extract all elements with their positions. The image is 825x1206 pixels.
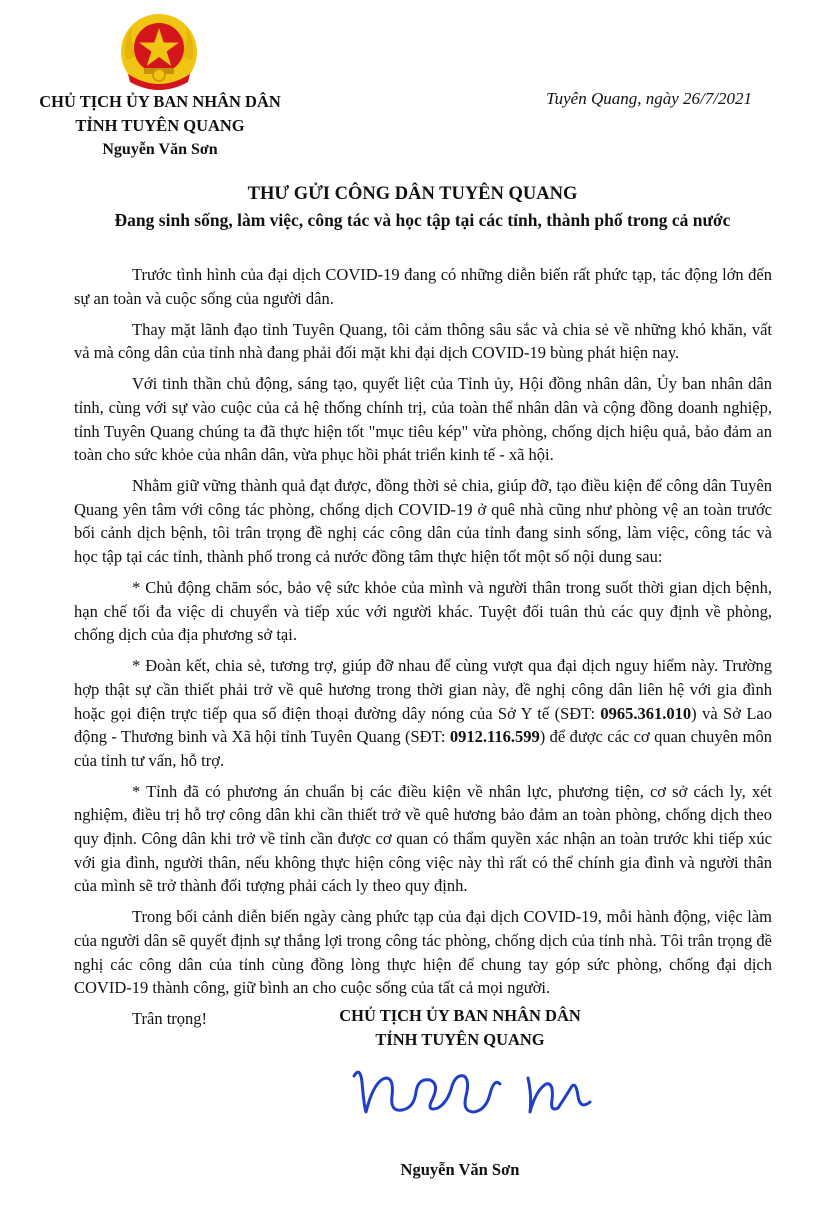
paragraph-2: Thay mặt lãnh đạo tỉnh Tuyên Quang, tôi cảm thông sâu sắc và chia sẻ về những khó khăn, vất vả mà công dân của tỉnh nhà đang phải đối mặt khi đại dịch COVID-19 bùng phát hiện nay. xyxy=(74,319,772,363)
hotline-health-phone: 0965.361.010 xyxy=(600,703,692,723)
paragraph-1: Trước tình hình của đại dịch COVID-19 đang có những diễn biến rất phức tạp, tác động lớn đến sự an toàn và cuộc sống của người dân. xyxy=(74,265,772,308)
handwritten-signature xyxy=(340,1056,600,1126)
issuer-org-line1: CHỦ TỊCH ỦY BAN NHÂN DÂN xyxy=(39,92,281,111)
document-title: THƯ GỬI CÔNG DÂN TUYÊN QUANG xyxy=(247,184,578,204)
paragraph-7: * Tỉnh đã có phương án chuẩn bị các điều kiện về nhân lực, phương tiện, cơ sở cách ly, xét nghiệm, điều trị hỗ trợ công dân khi cần thiết trở về quê hương bảo đảm an toàn phòng, chống dịch theo quy định. Công dân khi trở về tỉnh cần được cơ quan có thẩm quyền xác nhận an toàn trước khi tiếp xúc với gia đình, người thân, nếu không thực hiện công việc này thì rất có thể chính gia đình và người thân của mình sẽ trở thành đối tượng phải cách ly theo quy định. xyxy=(74,781,772,896)
paragraph-3: Với tinh thần chủ động, sáng tạo, quyết liệt của Tỉnh ủy, Hội đồng nhân dân, Ủy ban nhân dân tỉnh, cùng với sự vào cuộc của cả hệ thống chính trị, của toàn thể nhân dân và cộng đồng doanh nghiệp, tỉnh Tuyên Quang chúng ta đã thực hiện tốt "mục tiêu kép" vừa phòng, chống dịch hiệu quả, bảo đảm an toàn cho sức khỏe của nhân dân, vừa phục hồi phát triển kinh tế - xã hội. xyxy=(74,374,772,465)
letter-body xyxy=(74,263,772,1038)
signature-title xyxy=(300,1004,620,1052)
hotline-labour-phone: 0912.116.599 xyxy=(449,727,540,747)
paragraph-6-part-a: * Đoàn kết, chia sẻ, tương trợ, giúp đỡ nhau để cùng vượt qua đại dịch nguy hiểm này. Trường hợp thật sự cần thiết phải trở về quê hương trong thời gian này, đề nghị công dân liên hệ với gia đình hoặc gọi điện trực tiếp qua số điện thoại đường dây nóng của Sở Y tế (SĐT: xyxy=(74,656,772,723)
issuer-org-line2: TỈNH TUYÊN QUANG xyxy=(75,116,245,135)
paragraph-6 xyxy=(74,654,772,772)
document-subtitle: Đang sinh sống, làm việc, công tác và học tập tại các tỉnh, thành phố trong cả nước xyxy=(114,210,731,230)
paragraph-8: Trong bối cảnh diễn biến ngày càng phức tạp của đại dịch COVID-19, mỗi hành động, việc làm của người dân sẽ quyết định sự thắng lợi trong công tác phòng, chống dịch của tỉnh nhà. Tôi trân trọng đề nghị các công dân của tỉnh cùng đồng lòng thực hiện để chung tay góp sức phòng, chống đại dịch COVID-19 thành công, giữ bình an cho cuộc sống của tất cả mọi người. xyxy=(74,907,772,998)
issuer-header xyxy=(20,90,300,162)
national-emblem-icon xyxy=(118,12,200,92)
signatory-name: Nguyễn Văn Sơn xyxy=(400,1160,520,1179)
paragraph-5: * Chủ động chăm sóc, bảo vệ sức khỏe của mình và người thân trong suốt thời gian dịch bệnh, hạn chế tối đa việc di chuyển và tiếp xúc với người khác. Tuyệt đối tuân thủ các quy định về phòng, chống dịch của địa phương sở tại. xyxy=(74,578,772,645)
signature-title-line1: CHỦ TỊCH ỦY BAN NHÂN DÂN xyxy=(339,1006,581,1025)
paragraph-4: Nhằm giữ vững thành quả đạt được, đồng thời sẻ chia, giúp đỡ, tạo điều kiện để công dân Tuyên Quang yên tâm với công tác phòng, chống dịch COVID-19 ở quê nhà cũng như phòng vệ an toàn trước bối cảnh dịch bệnh, tôi trân trọng đề nghị các công dân của tỉnh đang sinh sống, làm việc, công tác và học tập tại các tỉnh, thành phố trong cả nước đồng tâm thực hiện tốt một số nội dung sau: xyxy=(74,476,772,567)
signature-title-line2: TỈNH TUYÊN QUANG xyxy=(375,1030,545,1049)
paragraph-6-part-c: ) để được các cơ quan chuyên môn của tỉnh tư vấn, hỗ trợ. xyxy=(74,727,772,770)
paragraph-6-part-b: ) và Sở Lao động - Thương binh và Xã hội tỉnh Tuyên Quang (SĐT: xyxy=(74,703,772,747)
document-date: Tuyên Quang, ngày 26/7/2021 xyxy=(546,89,752,108)
issuer-person: Nguyễn Văn Sơn xyxy=(102,141,218,158)
closing: Trân trọng! xyxy=(132,1009,208,1029)
